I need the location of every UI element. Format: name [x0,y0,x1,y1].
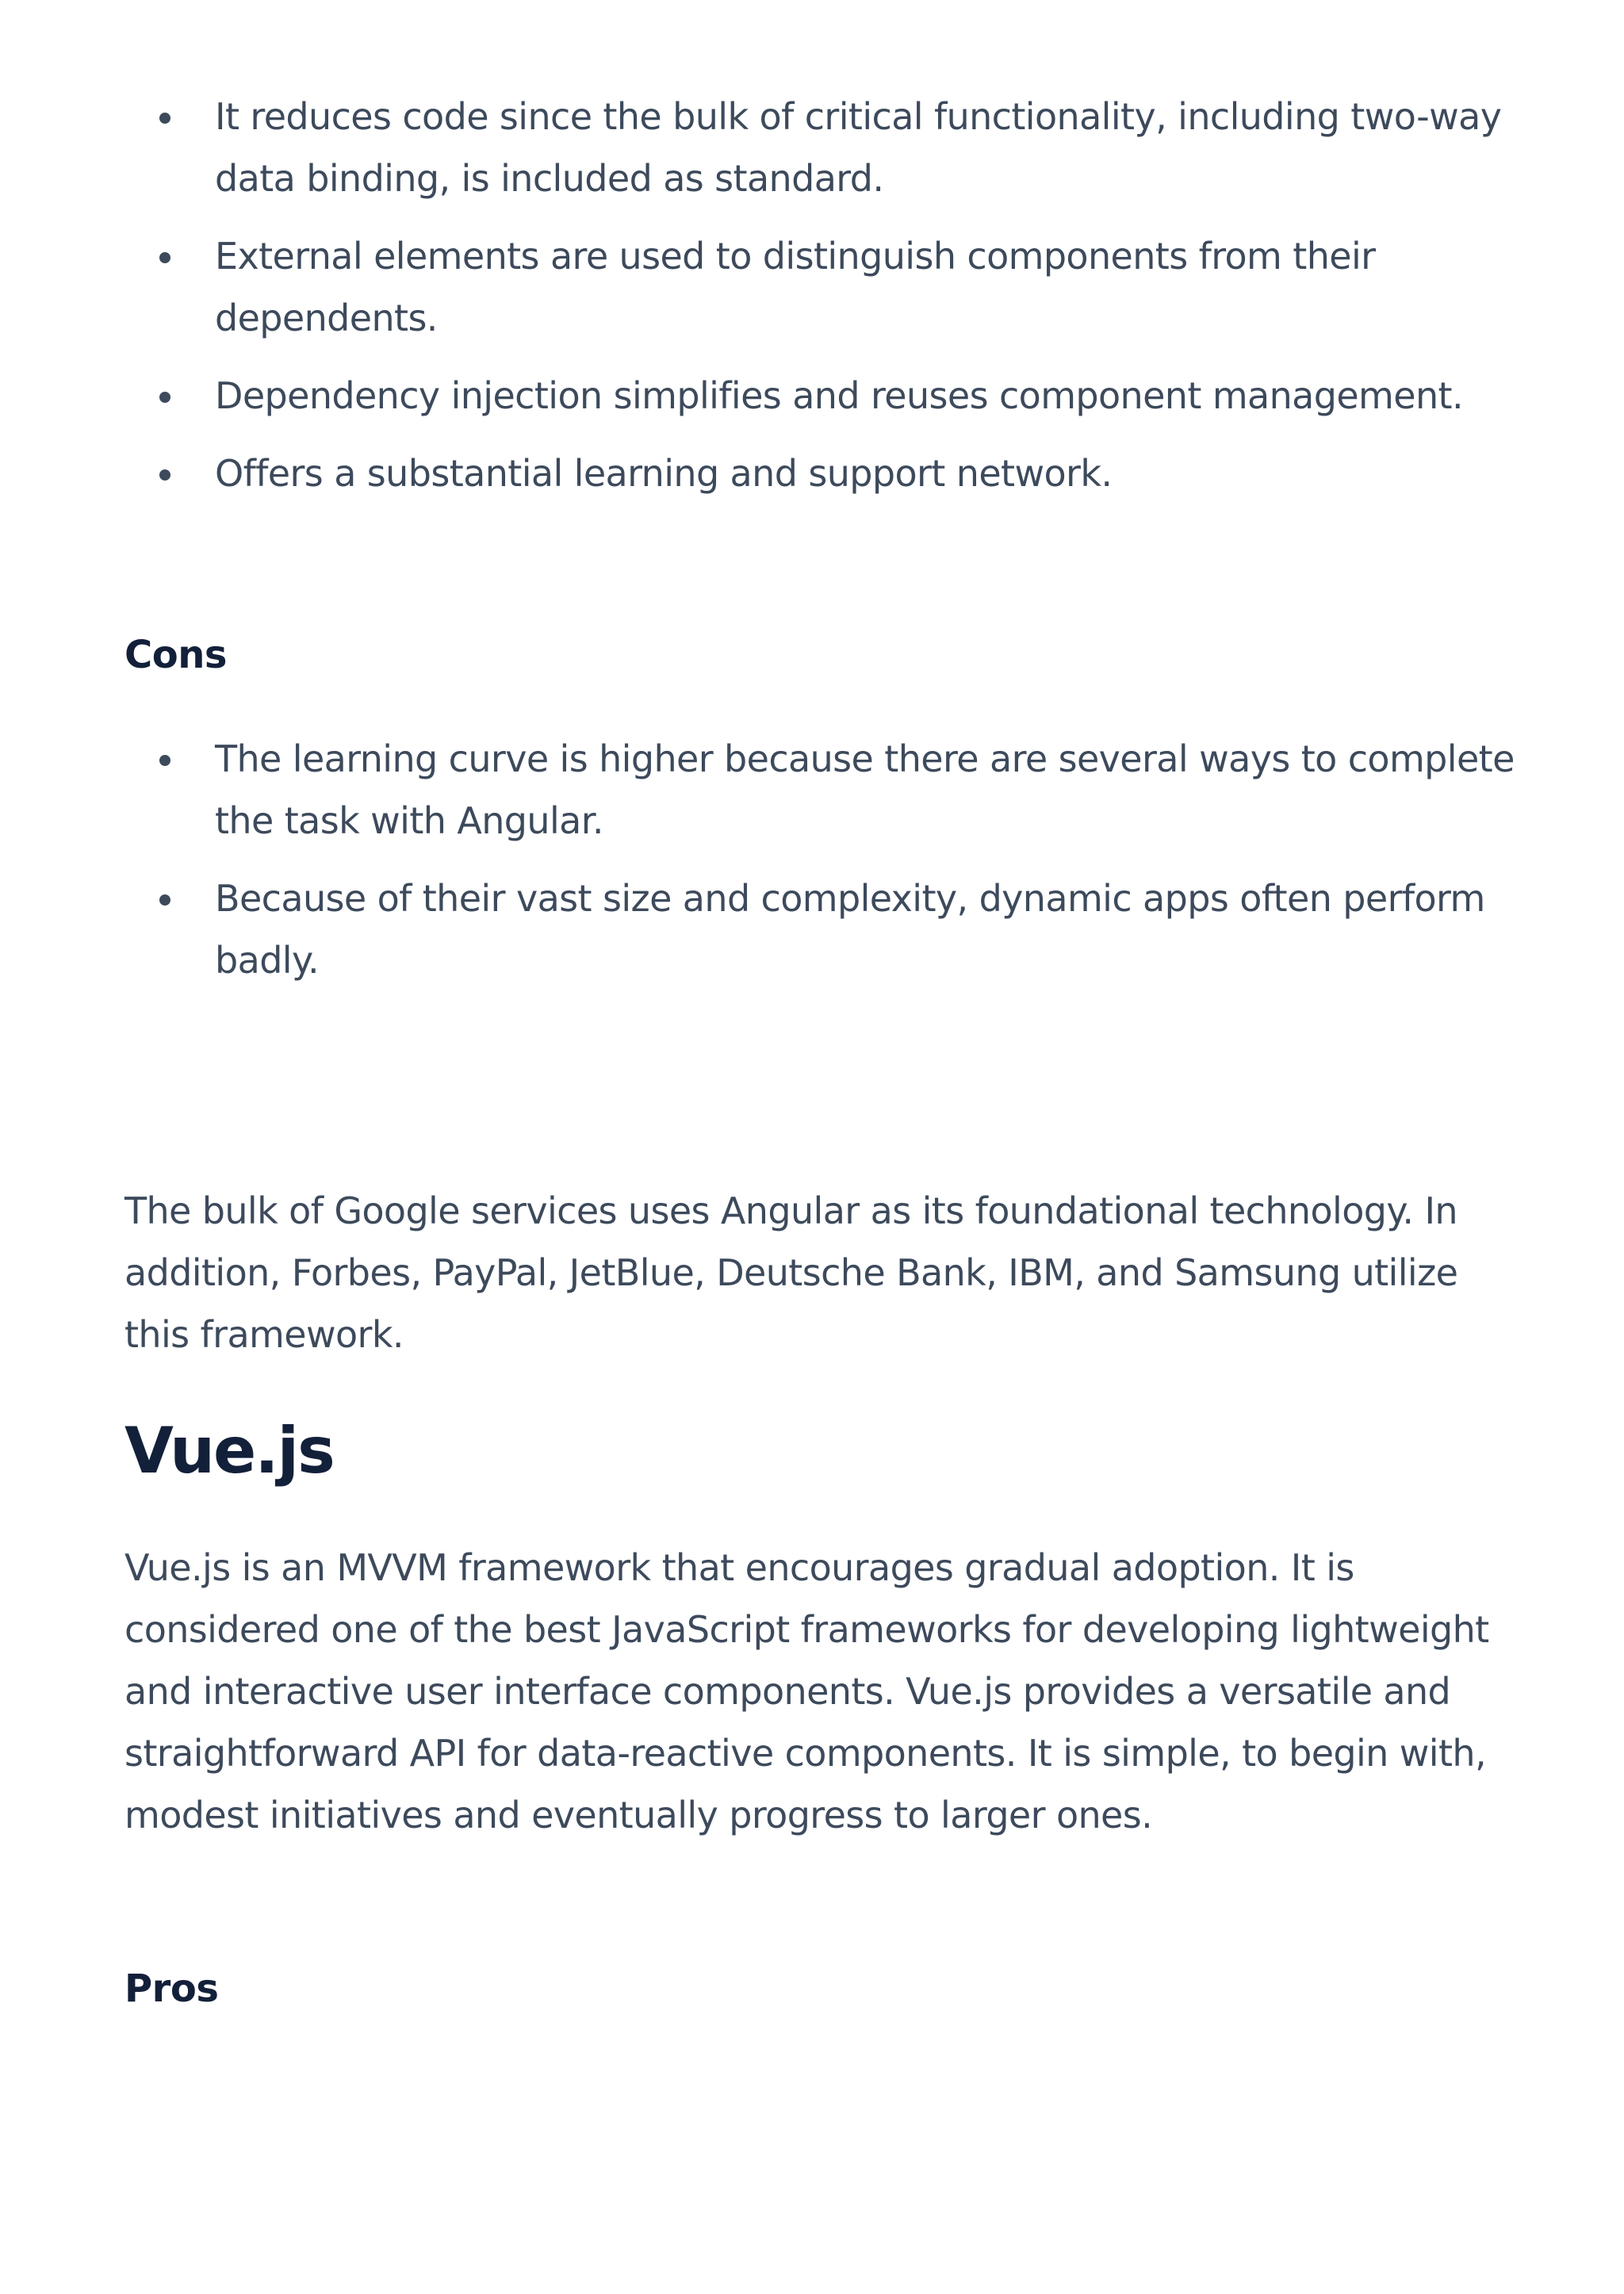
vue-intro-paragraph: Vue.js is an MVVM framework that encourages gradual adoption. It is considered one of the best JavaScript frameworks for developing lightweight and interactive user interface components. Vue.js provides a versatile and straightforward API for data-reactive components. It is simple, to begin with, modest initiatives and eventually progress to larger ones. [124,1546,1489,1836]
list-item [124,86,1520,209]
vue-section-heading: Vue.js [124,1414,334,1488]
bullet-icon [159,894,170,906]
list-item-text: External elements are used to distinguish components from their dependents. [215,235,1376,339]
list-item-text: Dependency injection simplifies and reuses component management. [215,374,1463,417]
list-item-text: The learning curve is higher because there are several ways to complete the task with Angular. [215,737,1515,842]
angular-cons-list [124,728,1520,1007]
list-item-text: Because of their vast size and complexity, dynamic apps often perform badly. [215,877,1485,982]
list-item [124,365,1520,427]
cons-heading: Cons [124,633,227,677]
bullet-icon [159,755,170,766]
pros-heading: Pros [124,1967,219,2011]
list-item [124,867,1520,991]
angular-pros-list [124,86,1520,520]
bullet-icon [159,113,170,124]
list-item-text: It reduces code since the bulk of critical functionality, including two-way data binding, is included as standard. [215,95,1502,200]
bullet-icon [159,392,170,403]
list-item-text: Offers a substantial learning and support network. [215,452,1113,495]
bullet-icon [159,252,170,263]
list-item [124,442,1520,504]
list-item [124,225,1520,349]
angular-usage-paragraph: The bulk of Google services uses Angular as its foundational technology. In addition, Forbes, PayPal, JetBlue, Deutsche Bank, IBM, and Samsung utilize this framework. [124,1189,1458,1356]
list-item [124,728,1520,852]
bullet-icon [159,469,170,481]
